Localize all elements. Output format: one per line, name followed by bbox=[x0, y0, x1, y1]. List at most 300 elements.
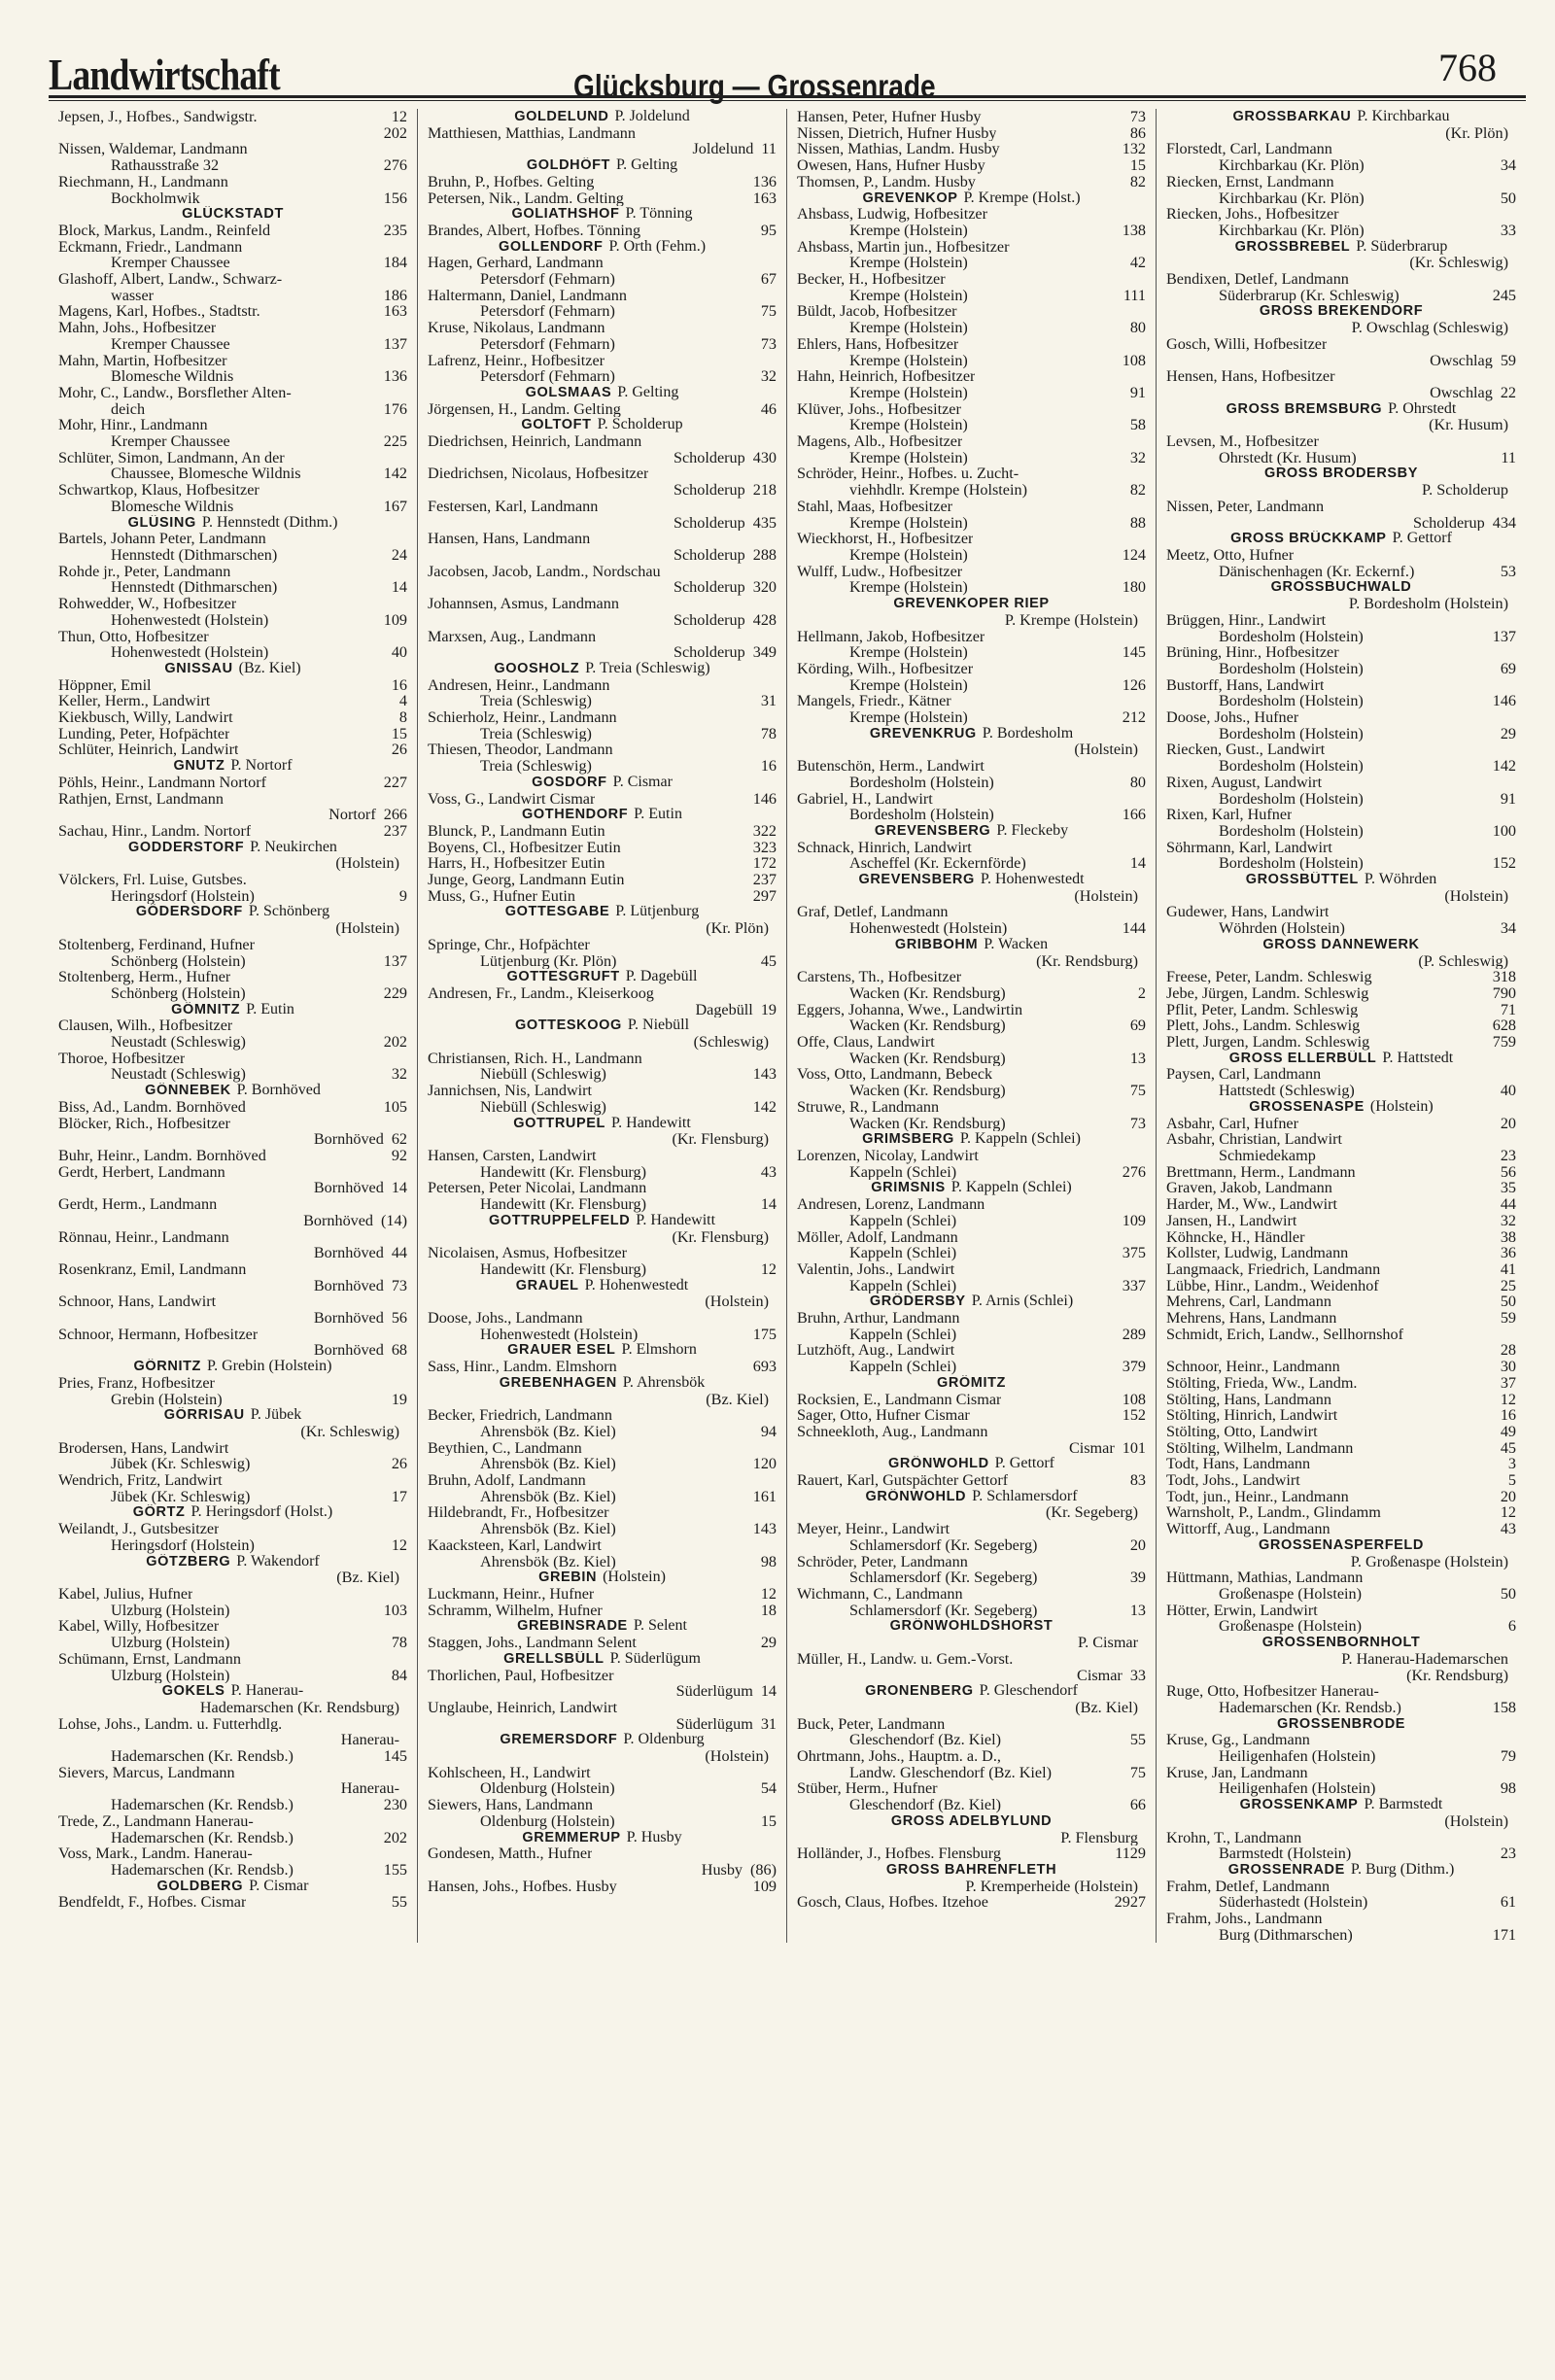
entry-text: Kappeln (Schlei) bbox=[849, 1212, 957, 1229]
page-number: 768 bbox=[1438, 46, 1497, 89]
entry-number: 35 bbox=[1500, 1180, 1516, 1197]
entry-number: 202 bbox=[383, 124, 407, 142]
entry-text: Bruhn, P., Hofbes. Gelting bbox=[428, 173, 595, 190]
entry-line bbox=[797, 644, 1146, 661]
entry-line bbox=[58, 1051, 407, 1067]
entry-line bbox=[58, 1521, 407, 1537]
entry-line bbox=[58, 677, 407, 694]
entry-line bbox=[797, 1229, 1146, 1246]
entry-number bbox=[403, 174, 407, 190]
entry-line bbox=[1166, 661, 1516, 677]
entry-line bbox=[1166, 742, 1516, 758]
entry-number: 79 bbox=[1500, 1748, 1516, 1765]
entry-text: Heiligenhafen (Holstein) bbox=[1219, 1780, 1376, 1798]
entry-line bbox=[1166, 336, 1516, 353]
entry-line bbox=[797, 969, 1146, 985]
entry-line bbox=[797, 1603, 1146, 1619]
entry-number bbox=[773, 320, 777, 336]
entry-line bbox=[58, 1569, 407, 1586]
place-name: GROSSENBORNHOLT bbox=[1261, 1635, 1421, 1651]
entry-number: 28 bbox=[1500, 1342, 1516, 1360]
entry-number: 26 bbox=[391, 1456, 407, 1473]
entry-number bbox=[1142, 693, 1146, 709]
entry-number: 32 bbox=[760, 368, 777, 385]
entry-text: deich bbox=[111, 400, 146, 418]
entry-line bbox=[797, 223, 1146, 239]
place-heading bbox=[58, 1554, 407, 1570]
entry-line bbox=[1166, 288, 1516, 304]
entry-text: (P. Schleswig) bbox=[1418, 952, 1508, 970]
entry-number: 155 bbox=[383, 1861, 407, 1879]
entry-number: 434 bbox=[1492, 514, 1516, 532]
entry-text: Gleschendorf (Bz. Kiel) bbox=[849, 1797, 1001, 1813]
entry-line bbox=[1166, 206, 1516, 223]
entry-text: Hohenwestedt (Holstein) bbox=[849, 920, 1008, 937]
entry-line bbox=[1166, 1375, 1516, 1392]
entry-number: 71 bbox=[1500, 1001, 1516, 1018]
entry-line bbox=[1166, 1879, 1516, 1895]
entry-number: 12 bbox=[1500, 1504, 1516, 1522]
place-name: GOLIATHSHOF bbox=[511, 206, 620, 223]
entry-text: Todt, Hans, Landmann bbox=[1166, 1456, 1311, 1473]
entry-number: 40 bbox=[1500, 1083, 1516, 1099]
entry-line bbox=[428, 1700, 777, 1716]
entry-number bbox=[773, 1748, 777, 1765]
entry-line bbox=[428, 125, 777, 142]
entry-number: 146 bbox=[752, 790, 777, 808]
place-name: GREMMERUP bbox=[522, 1829, 621, 1845]
entry-number bbox=[1512, 1911, 1516, 1927]
entry-line bbox=[58, 1748, 407, 1765]
entry-number: 172 bbox=[752, 855, 777, 873]
entry-line bbox=[428, 1310, 777, 1327]
entry-text: (Holstein) bbox=[1444, 1812, 1508, 1830]
place-post: P. Gettorf bbox=[994, 1456, 1054, 1472]
entry-text: Krempe (Holstein) bbox=[849, 644, 968, 661]
entry-line bbox=[1166, 1034, 1516, 1051]
entry-text: Ulzburg (Holstein) bbox=[111, 1635, 230, 1651]
entry-line bbox=[797, 1213, 1146, 1229]
entry-text: Wieckhorst, H., Hofbesitzer bbox=[797, 531, 974, 547]
entry-text: Hohenwestedt (Holstein) bbox=[111, 644, 269, 661]
place-heading bbox=[428, 1830, 777, 1846]
entry-text: Hohenwestedt (Holstein) bbox=[111, 611, 269, 629]
entry-number bbox=[1142, 1716, 1146, 1733]
entry-line bbox=[797, 579, 1146, 596]
entry-line bbox=[1166, 1683, 1516, 1700]
entry-line bbox=[1166, 1196, 1516, 1213]
entry-line bbox=[1166, 1569, 1516, 1586]
entry-text: Petersdorf (Fehmarn) bbox=[480, 271, 615, 288]
entry-line bbox=[797, 353, 1146, 369]
entry-number bbox=[773, 531, 777, 547]
entry-text: Ahsbass, Martin jun., Hofbesitzer bbox=[797, 238, 1010, 256]
entry-text: Glashoff, Albert, Landw., Schwarz- bbox=[58, 271, 283, 288]
entry-line bbox=[58, 693, 407, 709]
entry-text: Scholderup bbox=[673, 449, 745, 466]
entry-line bbox=[428, 1392, 777, 1408]
place-heading bbox=[428, 1018, 777, 1034]
entry-line bbox=[58, 1261, 407, 1278]
entry-number: 69 bbox=[1500, 660, 1516, 677]
entry-line bbox=[58, 401, 407, 418]
entry-text: Buhr, Heinr., Landm. Bornhöved bbox=[58, 1148, 266, 1164]
entry-text: viehhdlr. Krempe (Holstein) bbox=[849, 482, 1027, 499]
entry-text: Mangels, Friedr., Kätner bbox=[797, 693, 951, 710]
entry-text: Schnoor, Hans, Landwirt bbox=[58, 1293, 217, 1311]
place-heading bbox=[1166, 1797, 1516, 1813]
entry-number: 61 bbox=[1500, 1894, 1516, 1912]
entry-number: 5 bbox=[1507, 1472, 1516, 1489]
entry-line bbox=[1166, 450, 1516, 466]
place-post: P. Schlamersdorf bbox=[972, 1488, 1078, 1504]
entry-line bbox=[797, 985, 1146, 1002]
entry-text: Magens, Karl, Hofbes., Stadtstr. bbox=[58, 303, 260, 321]
entry-line bbox=[428, 1131, 777, 1148]
entry-line bbox=[58, 1018, 407, 1034]
entry-number bbox=[1512, 1813, 1516, 1830]
entry-text: P. Owschlag (Schleswig) bbox=[1351, 320, 1508, 336]
entry-number bbox=[403, 353, 407, 369]
entry-number: 55 bbox=[391, 1894, 407, 1912]
entry-line bbox=[58, 807, 407, 823]
entry-number: 175 bbox=[752, 1326, 777, 1343]
place-post: P. Husby bbox=[626, 1829, 682, 1845]
place-heading bbox=[797, 1456, 1146, 1472]
entry-number: 158 bbox=[1492, 1699, 1516, 1716]
entry-text: Schwartkop, Klaus, Hofbesitzer bbox=[58, 482, 259, 499]
entry-line bbox=[797, 385, 1146, 401]
entry-number: 126 bbox=[1122, 676, 1146, 694]
entry-text: Asbahr, Carl, Hufner bbox=[1166, 1115, 1299, 1132]
entry-line bbox=[58, 1375, 407, 1392]
place-post: P. Bordesholm bbox=[982, 725, 1074, 742]
entry-text: Hademarschen (Kr. Rendsburg) bbox=[199, 1699, 399, 1716]
entry-line bbox=[58, 174, 407, 190]
entry-text: Blomesche Wildnis bbox=[111, 498, 234, 515]
entry-text: Barmstedt (Holstein) bbox=[1219, 1845, 1352, 1862]
entry-text: Valentin, Johs., Landwirt bbox=[797, 1260, 955, 1278]
entry-line bbox=[58, 1845, 407, 1862]
entry-text: Rosenkranz, Emil, Landmann bbox=[58, 1260, 247, 1278]
entry-text: (Holstein) bbox=[1074, 742, 1138, 759]
entry-line bbox=[1166, 255, 1516, 271]
entry-line bbox=[797, 1392, 1146, 1408]
entry-number: 62 bbox=[391, 1131, 407, 1148]
entry-text: Wittorff, Aug., Landmann bbox=[1166, 1521, 1330, 1537]
entry-number: 36 bbox=[1500, 1245, 1516, 1261]
place-name: GREVENKRUG bbox=[869, 725, 977, 742]
entry-number: 34 bbox=[1500, 157, 1516, 174]
entry-text: Bornhöved bbox=[303, 1212, 374, 1229]
entry-text: Kappeln (Schlei) bbox=[849, 1277, 957, 1294]
place-post: P. Eutin bbox=[246, 1001, 294, 1018]
entry-number bbox=[1512, 433, 1516, 450]
entry-text: Lorenzen, Nicolay, Landwirt bbox=[797, 1148, 979, 1164]
entry-number bbox=[403, 450, 407, 466]
entry-text: Bruhn, Adolf, Landmann bbox=[428, 1472, 586, 1489]
entry-number bbox=[1512, 174, 1516, 190]
entry-number bbox=[1512, 1131, 1516, 1148]
entry-text: Andresen, Fr., Landm., Kleiserkoog bbox=[428, 984, 654, 1002]
place-heading bbox=[797, 1862, 1146, 1879]
entry-text: Lunding, Peter, Hofpächter bbox=[58, 725, 230, 742]
entry-text: Husby bbox=[701, 1861, 743, 1879]
entry-line bbox=[58, 368, 407, 385]
entry-number bbox=[1142, 742, 1146, 758]
entry-text: Langmaack, Friedrich, Landmann bbox=[1166, 1260, 1381, 1278]
entry-number: 95 bbox=[760, 222, 777, 239]
entry-text: Dänischenhagen (Kr. Eckernf.) bbox=[1219, 563, 1415, 580]
place-name: GÖRRISAU bbox=[163, 1407, 245, 1424]
entry-text: (Kr. Schleswig) bbox=[1409, 255, 1508, 272]
entry-number: 83 bbox=[1129, 1472, 1146, 1489]
entry-line bbox=[58, 157, 407, 174]
entry-number bbox=[403, 872, 407, 888]
entry-text: Nissen, Peter, Landmann bbox=[1166, 498, 1325, 515]
entry-text: Wöhrden (Holstein) bbox=[1219, 920, 1345, 937]
entry-line bbox=[797, 417, 1146, 433]
place-name: GROSSENRADE bbox=[1227, 1861, 1345, 1878]
entry-text: Eggers, Johanna, Wwe., Landwirtin bbox=[797, 1001, 1023, 1018]
entry-number: 40 bbox=[391, 644, 407, 661]
place-post: P. Jübek bbox=[250, 1407, 302, 1424]
entry-line bbox=[428, 693, 777, 709]
entry-number bbox=[1142, 401, 1146, 418]
entry-number bbox=[773, 920, 777, 937]
entry-number bbox=[773, 1245, 777, 1261]
place-name: GRELLSBÜLL bbox=[503, 1650, 605, 1667]
entry-number bbox=[773, 288, 777, 304]
place-name: GRAUER ESEL bbox=[507, 1342, 616, 1359]
entry-line bbox=[1166, 1424, 1516, 1440]
entry-line bbox=[1166, 141, 1516, 157]
entry-line bbox=[797, 450, 1146, 466]
place-name: GÖRNITZ bbox=[133, 1359, 201, 1375]
entry-line bbox=[428, 1099, 777, 1116]
entry-text: (Kr. Rendsburg) bbox=[1036, 952, 1138, 970]
entry-line bbox=[1166, 791, 1516, 808]
entry-text: Stölting, Hans, Landmann bbox=[1166, 1391, 1331, 1408]
entry-text: Süderlügum bbox=[675, 1715, 753, 1733]
entry-text: Krempe (Holstein) bbox=[849, 546, 968, 564]
entry-number bbox=[1142, 758, 1146, 775]
entry-number: 142 bbox=[752, 1098, 777, 1116]
entry-text: Ascheffel (Kr. Eckernförde) bbox=[849, 855, 1026, 873]
entry-line bbox=[428, 1780, 777, 1797]
entry-line bbox=[1166, 1765, 1516, 1781]
entry-text: Owschlag bbox=[1430, 384, 1493, 401]
entry-text: Lohse, Johs., Landm. u. Futterhdlg. bbox=[58, 1715, 283, 1733]
entry-line bbox=[58, 579, 407, 596]
entry-number: 167 bbox=[383, 498, 407, 515]
entry-text: Scholderup bbox=[673, 482, 745, 499]
entry-line bbox=[797, 742, 1146, 758]
place-post: P. Hanerau- bbox=[230, 1683, 304, 1700]
entry-number bbox=[403, 1440, 407, 1457]
entry-number: 288 bbox=[752, 546, 777, 564]
entry-line bbox=[428, 547, 777, 564]
entry-text: Gleschendorf (Bz. Kiel) bbox=[849, 1732, 1001, 1749]
entry-line bbox=[58, 466, 407, 482]
entry-number: (14) bbox=[381, 1212, 407, 1229]
entry-number: 229 bbox=[383, 984, 407, 1002]
entry-number: 790 bbox=[1492, 984, 1516, 1002]
place-name: GRÖNWOHLD bbox=[865, 1488, 967, 1504]
place-post: P. Grebin (Holstein) bbox=[207, 1359, 332, 1375]
entry-text: Thiesen, Theodor, Landmann bbox=[428, 742, 613, 759]
entry-number: 227 bbox=[383, 774, 407, 791]
entry-line bbox=[428, 1164, 777, 1181]
entry-text: Ohrstedt (Kr. Husum) bbox=[1219, 449, 1357, 466]
entry-text: Butenschön, Herm., Landwirt bbox=[797, 758, 985, 775]
entry-line bbox=[797, 1440, 1146, 1457]
entry-number: 180 bbox=[1122, 579, 1146, 597]
entry-line bbox=[797, 661, 1146, 677]
entry-number bbox=[773, 985, 777, 1002]
entry-text: Hensen, Hans, Hofbesitzer bbox=[1166, 368, 1335, 385]
place-post: P. Süderlügum bbox=[609, 1650, 701, 1667]
entry-line bbox=[428, 1765, 777, 1781]
entry-text: Hansen, Carsten, Landwirt bbox=[428, 1148, 597, 1164]
entry-line bbox=[428, 596, 777, 612]
entry-line bbox=[1166, 1456, 1516, 1472]
entry-text: Ruge, Otto, Hofbesitzer Hanerau- bbox=[1166, 1683, 1379, 1700]
entry-line bbox=[797, 791, 1146, 808]
entry-text: Biss, Ad., Landm. Bornhöved bbox=[58, 1098, 246, 1116]
entry-number bbox=[1512, 742, 1516, 758]
entry-line bbox=[58, 726, 407, 742]
entry-number bbox=[1512, 125, 1516, 142]
entry-text: Kremper Chaussee bbox=[111, 255, 230, 272]
place-post: P. Treia (Schleswig) bbox=[585, 660, 710, 676]
entry-number: 105 bbox=[383, 1098, 407, 1116]
entry-text: Sass, Hinr., Landm. Elmshorn bbox=[428, 1359, 617, 1375]
entry-line bbox=[797, 1116, 1146, 1132]
entry-number: 22 bbox=[1500, 384, 1516, 401]
entry-line bbox=[58, 1765, 407, 1781]
entry-line bbox=[797, 1099, 1146, 1116]
entry-text: Ahrensbök (Bz. Kiel) bbox=[480, 1456, 616, 1473]
entry-number: 17 bbox=[391, 1488, 407, 1505]
entry-text: Weilandt, J., Gutsbesitzer bbox=[58, 1521, 220, 1537]
entry-line bbox=[797, 1278, 1146, 1294]
entry-line bbox=[1166, 823, 1516, 840]
entry-text: Stölting, Otto, Landwirt bbox=[1166, 1423, 1318, 1440]
entry-text: Lafrenz, Heinr., Hofbesitzer bbox=[428, 352, 605, 369]
entry-number bbox=[773, 353, 777, 369]
entry-text: Bendixen, Detlef, Landmann bbox=[1166, 271, 1349, 288]
place-heading bbox=[58, 661, 407, 677]
entry-number: 171 bbox=[1492, 1926, 1516, 1944]
entry-text: Mohr, C., Landw., Borsflether Alten- bbox=[58, 384, 292, 401]
entry-text: Rixen, August, Landwirt bbox=[1166, 774, 1323, 791]
entry-line bbox=[1166, 1489, 1516, 1505]
entry-text: Rohwedder, W., Hofbesitzer bbox=[58, 596, 237, 612]
entry-text: Keller, Herm., Landwirt bbox=[58, 693, 211, 710]
entry-line bbox=[1166, 1603, 1516, 1619]
entry-number: 276 bbox=[383, 157, 407, 174]
entry-line bbox=[797, 1310, 1146, 1327]
entry-number bbox=[1512, 709, 1516, 726]
entry-number: 69 bbox=[1129, 1018, 1146, 1035]
entry-line bbox=[58, 1229, 407, 1246]
entry-line bbox=[797, 1894, 1146, 1911]
entry-line bbox=[58, 433, 407, 450]
place-post: P. Scholderup bbox=[597, 417, 683, 433]
entry-line bbox=[58, 109, 407, 125]
entry-number: 142 bbox=[1492, 758, 1516, 775]
entry-text: Hanerau- bbox=[340, 1732, 399, 1749]
entry-line bbox=[428, 1472, 777, 1489]
entry-number bbox=[403, 1651, 407, 1668]
entry-number: 98 bbox=[1500, 1780, 1516, 1798]
entry-text: Krempe (Holstein) bbox=[849, 514, 968, 532]
entry-number bbox=[1512, 1668, 1516, 1684]
entry-number bbox=[773, 1504, 777, 1521]
entry-number: 20 bbox=[1129, 1536, 1146, 1554]
place-heading bbox=[797, 726, 1146, 742]
entry-number: 56 bbox=[391, 1310, 407, 1327]
entry-line bbox=[58, 1472, 407, 1489]
entry-number: 25 bbox=[1500, 1277, 1516, 1294]
entry-text: Schnack, Hinrich, Landwirt bbox=[797, 839, 972, 856]
entry-line bbox=[1166, 953, 1516, 970]
entry-line bbox=[1166, 1440, 1516, 1457]
entry-number: 59 bbox=[1500, 1310, 1516, 1327]
place-heading bbox=[1166, 872, 1516, 888]
entry-text: Krempe (Holstein) bbox=[849, 676, 968, 694]
entry-line bbox=[797, 303, 1146, 320]
entry-line bbox=[58, 1700, 407, 1716]
entry-line bbox=[797, 401, 1146, 418]
entry-number: 50 bbox=[1500, 1293, 1516, 1311]
entry-line bbox=[797, 320, 1146, 336]
entry-text: (Kr. Rendsburg) bbox=[1406, 1667, 1508, 1684]
entry-line bbox=[797, 255, 1146, 271]
entry-line bbox=[58, 823, 407, 840]
entry-line bbox=[797, 758, 1146, 775]
entry-line bbox=[1166, 693, 1516, 709]
entry-text: Schierholz, Heinr., Landmann bbox=[428, 709, 617, 726]
entry-text: Brüggen, Hinr., Landwirt bbox=[1166, 611, 1327, 629]
entry-number: 136 bbox=[752, 173, 777, 190]
entry-text: Pflit, Peter, Landm. Schleswig bbox=[1166, 1001, 1359, 1018]
entry-line bbox=[58, 385, 407, 401]
entry-line bbox=[797, 1359, 1146, 1375]
entry-number: 13 bbox=[1129, 1050, 1146, 1067]
entry-text: Asbahr, Christian, Landwirt bbox=[1166, 1131, 1342, 1148]
entry-text: Schönberg (Holstein) bbox=[111, 984, 246, 1002]
place-name: GOTTRUPEL bbox=[513, 1115, 606, 1131]
entry-number bbox=[1142, 1651, 1146, 1668]
place-heading bbox=[428, 239, 777, 256]
place-name: GRÖNWOHLDSHORST bbox=[889, 1618, 1054, 1635]
entry-number bbox=[403, 1780, 407, 1797]
entry-text: Gabriel, H., Landwirt bbox=[797, 790, 933, 808]
entry-number bbox=[403, 629, 407, 645]
place-heading bbox=[797, 1375, 1146, 1392]
entry-text: Bustorff, Hans, Landwirt bbox=[1166, 676, 1325, 694]
entry-text: Chaussee, Blomesche Wildnis bbox=[111, 466, 301, 483]
entry-line bbox=[1166, 190, 1516, 207]
place-name: GREVENKOP bbox=[862, 190, 958, 206]
entry-text: Schröder, Peter, Landmann bbox=[797, 1553, 968, 1570]
entry-number: 82 bbox=[1129, 482, 1146, 499]
entry-number bbox=[1142, 1261, 1146, 1278]
place-heading bbox=[58, 1002, 407, 1018]
entry-number: 73 bbox=[760, 335, 777, 353]
